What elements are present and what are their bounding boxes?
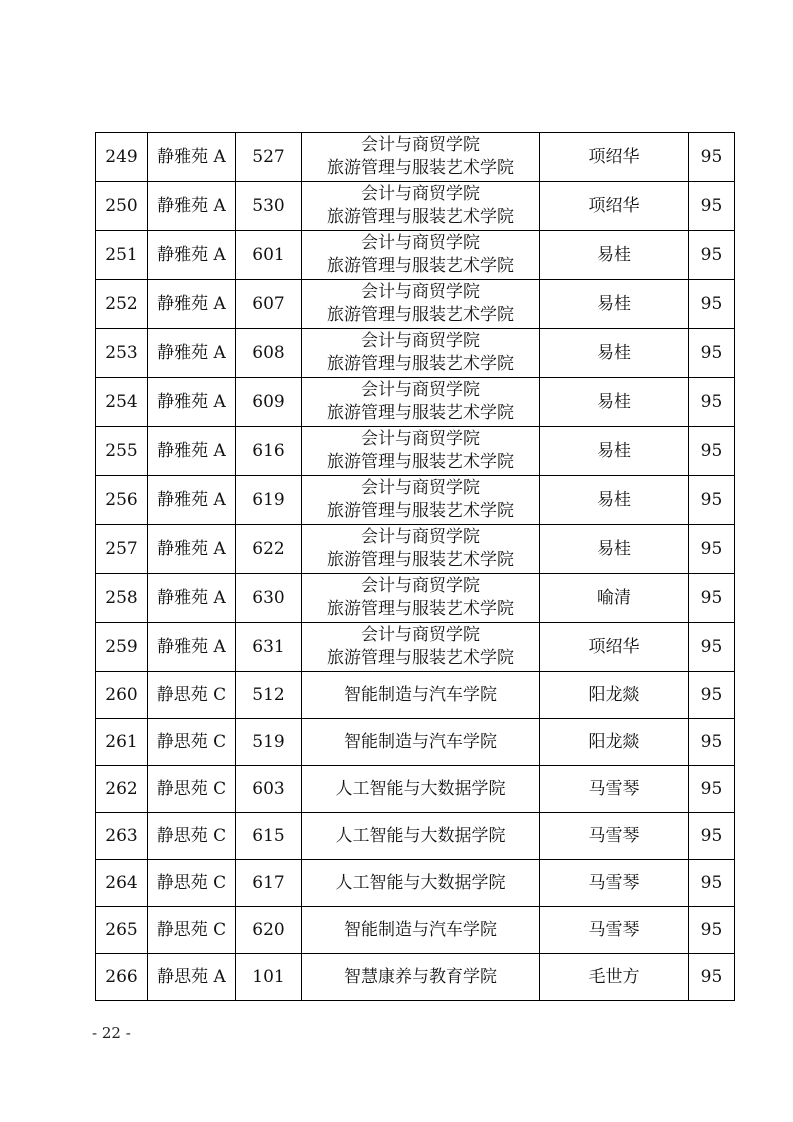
college-line: 旅游管理与服装艺术学院 [327, 452, 514, 472]
table-row [96, 133, 735, 182]
cell-building: 静雅苑 A [148, 329, 236, 378]
cell-score: 95 [689, 719, 735, 766]
cell-building: 静思苑 C [148, 766, 236, 813]
college-line: 旅游管理与服装艺术学院 [327, 403, 514, 423]
college-line: 会计与商贸学院 [361, 478, 480, 498]
table-body [96, 133, 735, 1001]
college-line: 人工智能与大数据学院 [335, 778, 506, 799]
college-line: 会计与商贸学院 [361, 184, 480, 204]
cell-room: 609 [236, 378, 302, 427]
cell-room: 616 [236, 427, 302, 476]
cell-college [302, 766, 540, 813]
cell-college [302, 280, 540, 329]
college-line: 会计与商贸学院 [361, 625, 480, 645]
cell-number: 253 [96, 329, 148, 378]
cell-number: 260 [96, 672, 148, 719]
cell-room: 530 [236, 182, 302, 231]
cell-college [302, 133, 540, 182]
cell-college [302, 476, 540, 525]
table-row [96, 574, 735, 623]
cell-advisor: 易桂 [540, 427, 689, 476]
college-line: 旅游管理与服装艺术学院 [327, 305, 514, 325]
cell-score: 95 [689, 280, 735, 329]
cell-advisor: 项绍华 [540, 623, 689, 672]
college-line: 会计与商贸学院 [361, 380, 480, 400]
cell-score: 95 [689, 766, 735, 813]
cell-number: 251 [96, 231, 148, 280]
cell-advisor: 阳龙燚 [540, 672, 689, 719]
college-line: 会计与商贸学院 [361, 527, 480, 547]
college-line: 旅游管理与服装艺术学院 [327, 550, 514, 570]
cell-number: 250 [96, 182, 148, 231]
cell-score: 95 [689, 182, 735, 231]
cell-number: 257 [96, 525, 148, 574]
cell-advisor: 项绍华 [540, 182, 689, 231]
cell-room: 630 [236, 574, 302, 623]
cell-advisor: 马雪琴 [540, 766, 689, 813]
cell-advisor: 易桂 [540, 280, 689, 329]
cell-number: 262 [96, 766, 148, 813]
table-row [96, 719, 735, 766]
table-row [96, 378, 735, 427]
cell-advisor: 喻清 [540, 574, 689, 623]
cell-building: 静雅苑 A [148, 525, 236, 574]
college-line: 旅游管理与服装艺术学院 [327, 354, 514, 374]
cell-room: 620 [236, 907, 302, 954]
cell-college [302, 231, 540, 280]
table-row [96, 280, 735, 329]
college-line: 旅游管理与服装艺术学院 [327, 158, 514, 178]
cell-score: 95 [689, 133, 735, 182]
cell-score: 95 [689, 672, 735, 719]
cell-room: 615 [236, 813, 302, 860]
cell-number: 259 [96, 623, 148, 672]
page-number: - 22 - [92, 1024, 131, 1042]
cell-number: 266 [96, 954, 148, 1001]
cell-room: 619 [236, 476, 302, 525]
cell-college [302, 574, 540, 623]
cell-score: 95 [689, 231, 735, 280]
table-row [96, 672, 735, 719]
cell-advisor: 易桂 [540, 525, 689, 574]
college-line: 会计与商贸学院 [361, 429, 480, 449]
college-line: 人工智能与大数据学院 [335, 825, 506, 846]
cell-room: 512 [236, 672, 302, 719]
cell-score: 95 [689, 476, 735, 525]
cell-building: 静思苑 C [148, 672, 236, 719]
college-line: 智能制造与汽车学院 [344, 731, 497, 752]
cell-building: 静雅苑 A [148, 133, 236, 182]
table-row [96, 766, 735, 813]
cell-building: 静雅苑 A [148, 231, 236, 280]
college-line: 人工智能与大数据学院 [335, 872, 506, 893]
college-line: 会计与商贸学院 [361, 135, 480, 155]
cell-number: 249 [96, 133, 148, 182]
cell-advisor: 项绍华 [540, 133, 689, 182]
college-line: 旅游管理与服装艺术学院 [327, 599, 514, 619]
cell-college [302, 860, 540, 907]
college-line: 旅游管理与服装艺术学院 [327, 207, 514, 227]
cell-room: 101 [236, 954, 302, 1001]
cell-building: 静雅苑 A [148, 378, 236, 427]
cell-score: 95 [689, 378, 735, 427]
cell-building: 静雅苑 A [148, 623, 236, 672]
cell-number: 258 [96, 574, 148, 623]
cell-score: 95 [689, 954, 735, 1001]
cell-college [302, 719, 540, 766]
table-row [96, 813, 735, 860]
cell-score: 95 [689, 907, 735, 954]
cell-college [302, 623, 540, 672]
table-row [96, 623, 735, 672]
college-line: 会计与商贸学院 [361, 282, 480, 302]
table-row [96, 860, 735, 907]
cell-college [302, 672, 540, 719]
college-line: 会计与商贸学院 [361, 233, 480, 253]
cell-advisor: 阳龙燚 [540, 719, 689, 766]
cell-college [302, 378, 540, 427]
cell-college [302, 954, 540, 1001]
cell-advisor: 毛世方 [540, 954, 689, 1001]
cell-room: 601 [236, 231, 302, 280]
cell-advisor: 易桂 [540, 231, 689, 280]
table-row [96, 182, 735, 231]
cell-college [302, 182, 540, 231]
cell-score: 95 [689, 623, 735, 672]
dormitory-score-table [95, 132, 735, 1001]
cell-score: 95 [689, 525, 735, 574]
cell-number: 263 [96, 813, 148, 860]
cell-building: 静雅苑 A [148, 427, 236, 476]
cell-score: 95 [689, 574, 735, 623]
cell-building: 静思苑 C [148, 907, 236, 954]
cell-building: 静雅苑 A [148, 476, 236, 525]
cell-score: 95 [689, 427, 735, 476]
cell-building: 静思苑 C [148, 813, 236, 860]
table-row [96, 525, 735, 574]
cell-college [302, 813, 540, 860]
cell-building: 静雅苑 A [148, 280, 236, 329]
cell-building: 静雅苑 A [148, 182, 236, 231]
cell-building: 静雅苑 A [148, 574, 236, 623]
college-line: 旅游管理与服装艺术学院 [327, 501, 514, 521]
college-line: 智能制造与汽车学院 [344, 919, 497, 940]
cell-advisor: 马雪琴 [540, 907, 689, 954]
table-row [96, 907, 735, 954]
college-line: 旅游管理与服装艺术学院 [327, 648, 514, 668]
cell-number: 255 [96, 427, 148, 476]
table-row [96, 329, 735, 378]
college-line: 旅游管理与服装艺术学院 [327, 256, 514, 276]
cell-building: 静思苑 C [148, 860, 236, 907]
cell-number: 261 [96, 719, 148, 766]
cell-college [302, 907, 540, 954]
cell-room: 617 [236, 860, 302, 907]
cell-college [302, 525, 540, 574]
cell-advisor: 易桂 [540, 378, 689, 427]
cell-room: 603 [236, 766, 302, 813]
cell-advisor: 马雪琴 [540, 813, 689, 860]
cell-room: 608 [236, 329, 302, 378]
cell-advisor: 马雪琴 [540, 860, 689, 907]
table-row [96, 427, 735, 476]
cell-room: 519 [236, 719, 302, 766]
cell-college [302, 329, 540, 378]
cell-college [302, 427, 540, 476]
cell-number: 254 [96, 378, 148, 427]
cell-room: 607 [236, 280, 302, 329]
cell-room: 527 [236, 133, 302, 182]
cell-score: 95 [689, 860, 735, 907]
cell-building: 静思苑 C [148, 719, 236, 766]
college-line: 智慧康养与教育学院 [344, 966, 497, 987]
table-row [96, 476, 735, 525]
college-line: 会计与商贸学院 [361, 576, 480, 596]
cell-room: 631 [236, 623, 302, 672]
cell-score: 95 [689, 329, 735, 378]
cell-advisor: 易桂 [540, 476, 689, 525]
cell-building: 静思苑 A [148, 954, 236, 1001]
table-row [96, 231, 735, 280]
cell-score: 95 [689, 813, 735, 860]
cell-number: 256 [96, 476, 148, 525]
college-line: 会计与商贸学院 [361, 331, 480, 351]
table-row [96, 954, 735, 1001]
cell-number: 252 [96, 280, 148, 329]
cell-number: 265 [96, 907, 148, 954]
cell-number: 264 [96, 860, 148, 907]
cell-advisor: 易桂 [540, 329, 689, 378]
cell-room: 622 [236, 525, 302, 574]
college-line: 智能制造与汽车学院 [344, 684, 497, 705]
